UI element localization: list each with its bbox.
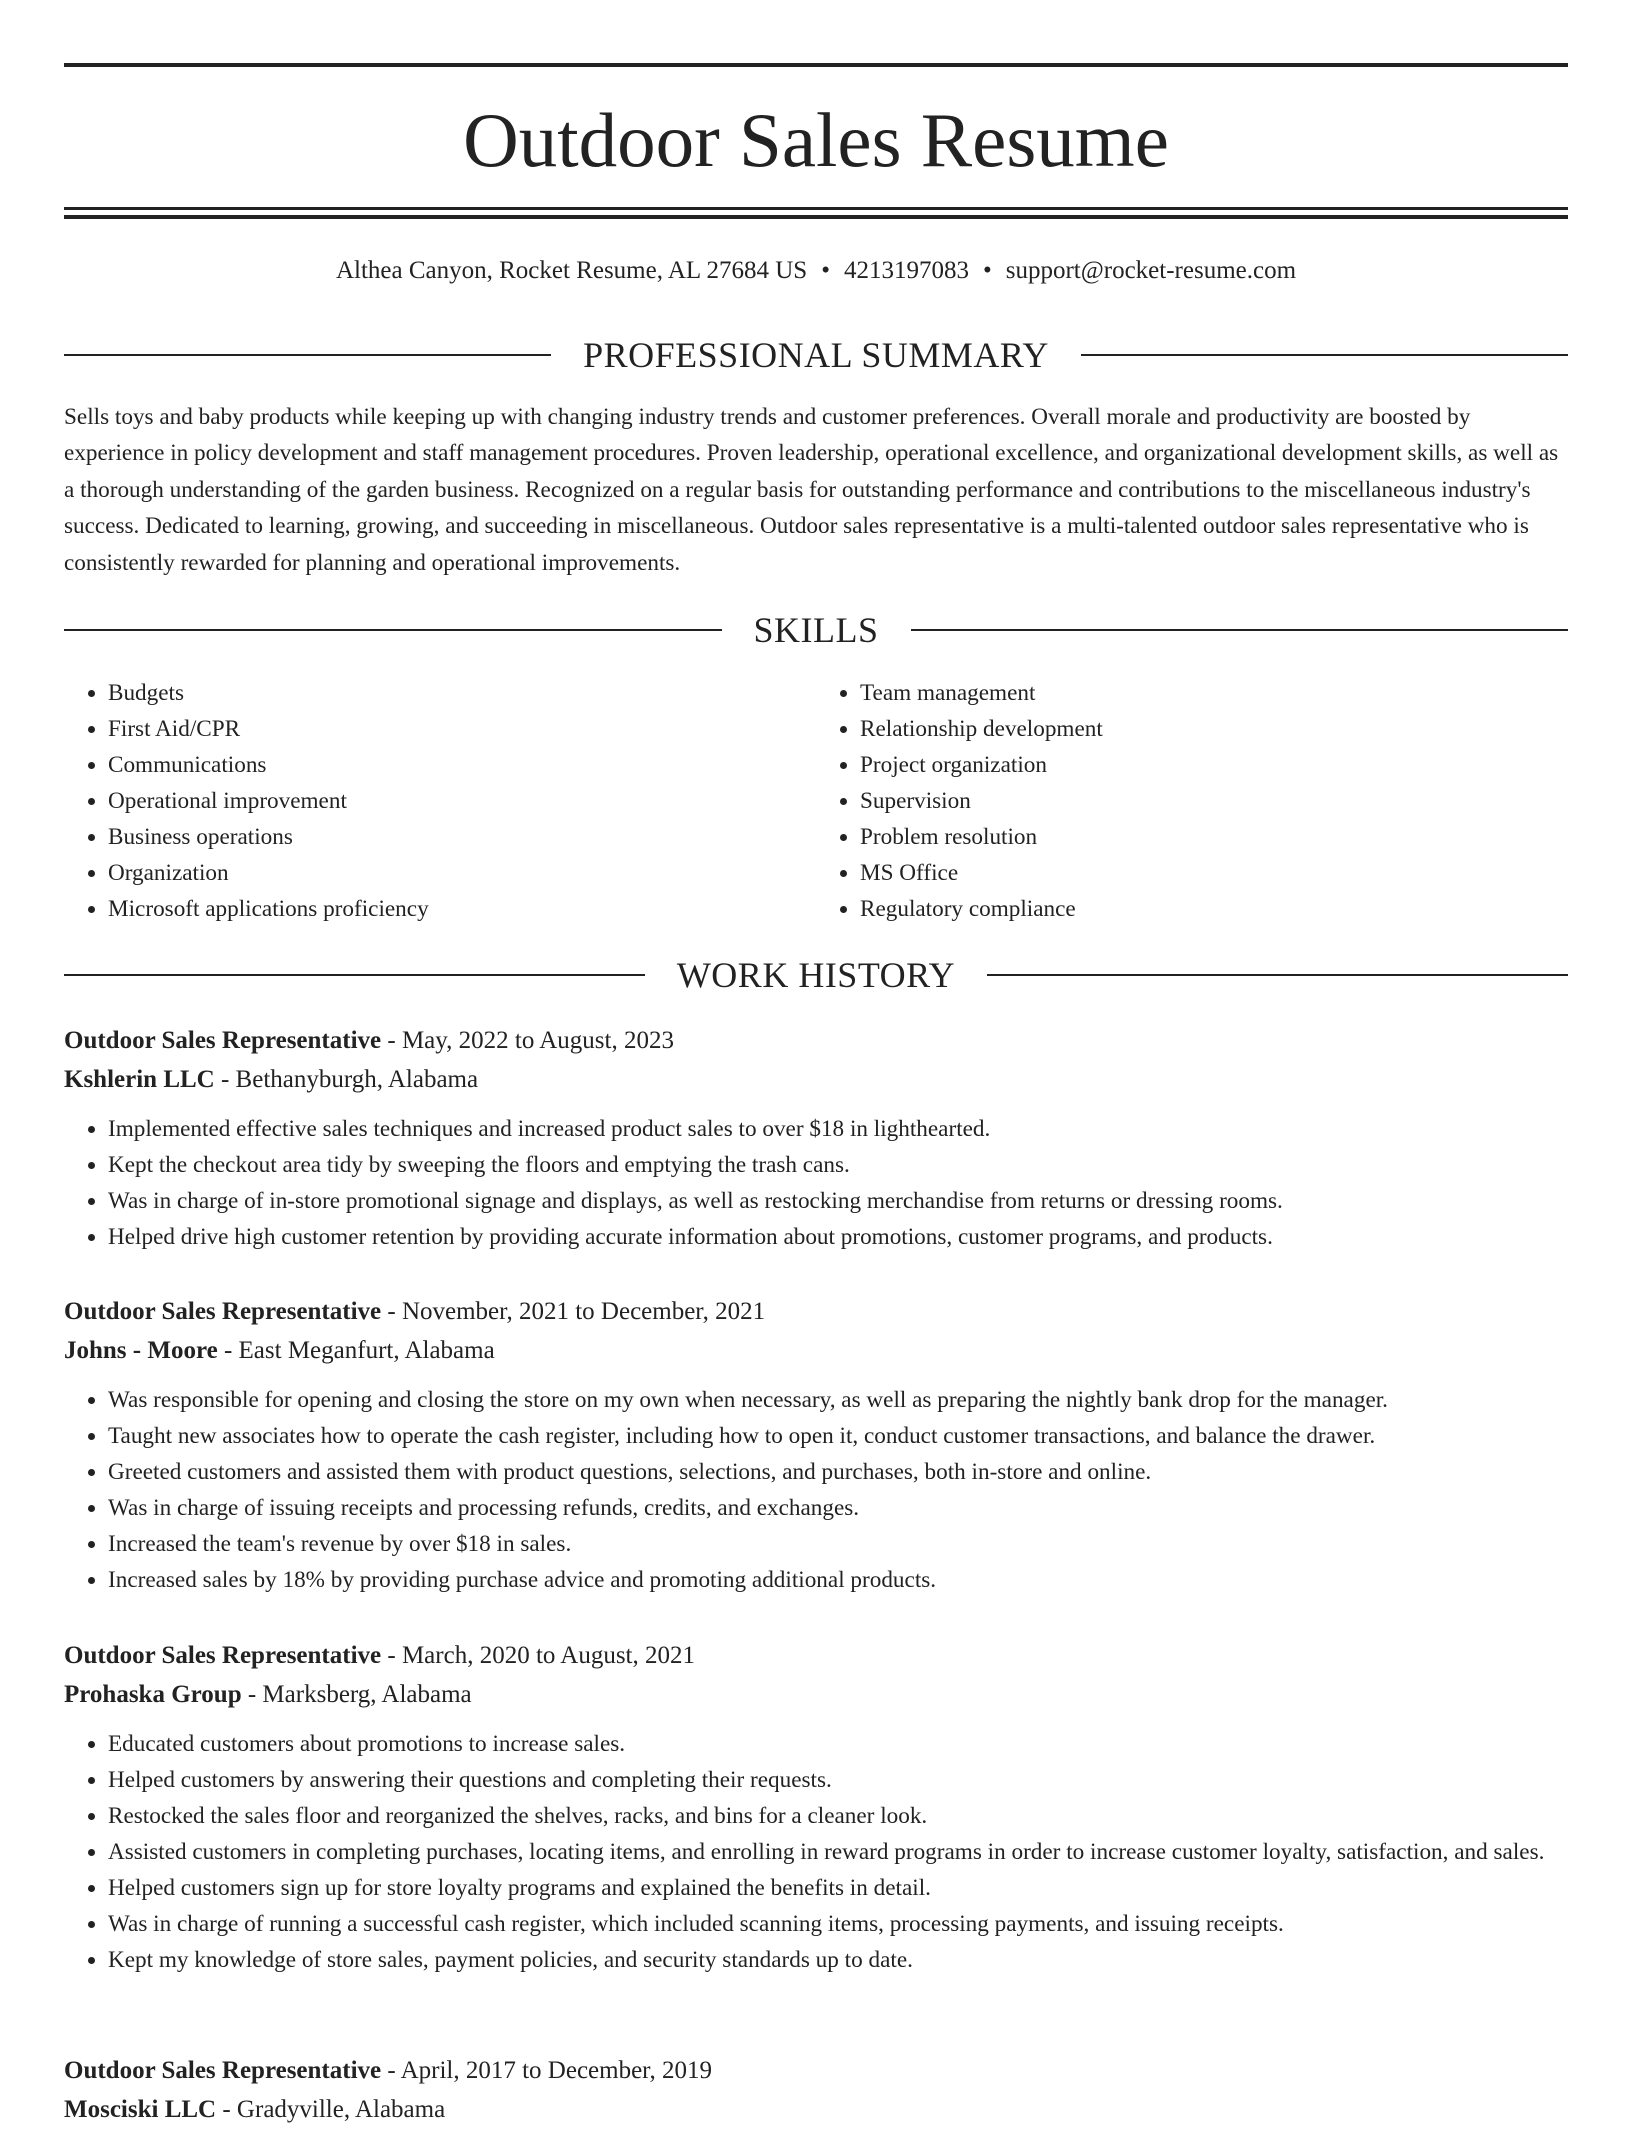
heading-rule-right xyxy=(1081,354,1568,356)
summary-text: Sells toys and baby products while keeping up with changing industry trends and customer preferences. Overall morale and productivity are boosted by experience in policy development and staff management procedures. Proven leadership, operational excellence, and organizational development skills, as well as a thorough understanding of the garden business. Recognized on a regular basis for outstanding performance and contributions to the miscellaneous industry's success. Dedicated to learning, growing, and succeeding in miscellaneous. Outdoor sales representative is a multi-talented outdoor sales representative who is consistently rewarded for planning and operational improvements. xyxy=(64,404,1559,576)
skill-item: • Business operations xyxy=(108,819,816,855)
job-bullet: • Taught new associates how to operate the cash register, including how to open it, conduct customer transactions, and balance the drawer. xyxy=(108,1418,1568,1454)
job-bullet: • Increased the team's revenue by over $18 in sales. xyxy=(108,1526,1568,1562)
job-company-line xyxy=(64,1331,1568,1370)
skills-column-left xyxy=(64,675,816,927)
job-dates: - May, 2022 to August, 2023 xyxy=(381,1027,674,1054)
contact-line xyxy=(64,254,1568,288)
skill-item: • Project organization xyxy=(860,747,1568,783)
skill-item: • Relationship development xyxy=(860,711,1568,747)
job-location: - Marksberg, Alabama xyxy=(241,1681,472,1708)
job-bullet: • Was in charge of issuing receipts and processing refunds, credits, and exchanges. xyxy=(108,1490,1568,1526)
job-location: - Bethanyburgh, Alabama xyxy=(214,1066,479,1093)
job-entry xyxy=(64,1021,1568,1255)
heading-rule-right xyxy=(911,629,1569,631)
contact-address: Althea Canyon, Rocket Resume, AL 27684 US xyxy=(335,257,808,284)
contact-email: support@rocket-resume.com xyxy=(1005,257,1297,284)
job-company: Kshlerin LLC xyxy=(64,1066,215,1093)
job-entry xyxy=(64,1292,1568,1598)
job-title: Outdoor Sales Representative xyxy=(64,1298,382,1325)
job-location: - East Meganfurt, Alabama xyxy=(217,1337,495,1364)
job-bullet: • Greeted customers and assisted them with product questions, selections, and purchases, both in-store and online. xyxy=(108,1454,1568,1490)
heading-rule-left xyxy=(64,974,645,976)
title-rule-thin xyxy=(64,207,1568,210)
job-company-line xyxy=(64,1060,1568,1099)
job-bullet: • Restocked the sales floor and reorganized the shelves, racks, and bins for a cleaner look. xyxy=(108,1798,1568,1834)
job-title-line xyxy=(64,1292,1568,1331)
skill-item: • Organization xyxy=(108,855,816,891)
skills-heading xyxy=(64,608,1568,652)
job-bullet: • Kept my knowledge of store sales, payment policies, and security standards up to date. xyxy=(108,1942,1568,1978)
job-bullet: • Helped customers sign up for store loyalty programs and explained the benefits in detail. xyxy=(108,1870,1568,1906)
job-bullet: • Assisted customers in completing purchases, locating items, and enrolling in reward programs in order to increase customer loyalty, satisfaction, and sales. xyxy=(108,1834,1568,1870)
job-bullets xyxy=(64,1382,1568,1598)
job-bullet: • Kept the checkout area tidy by sweeping the floors and emptying the trash cans. xyxy=(108,1147,1568,1183)
job-entry xyxy=(64,2051,1568,2129)
job-title-line xyxy=(64,2051,1568,2090)
job-company-line xyxy=(64,1675,1568,1714)
job-bullet: • Helped drive high customer retention by providing accurate information about promotions, customer programs, and products. xyxy=(108,1219,1568,1255)
skills-column-right xyxy=(816,675,1568,927)
job-bullet: • Implemented effective sales techniques and increased product sales to over $18 in lighthearted. xyxy=(108,1111,1568,1147)
heading-rule-right xyxy=(987,974,1568,976)
job-title: Outdoor Sales Representative xyxy=(64,2057,382,2084)
contact-phone: 4213197083 xyxy=(843,257,969,284)
job-bullet: • Educated customers about promotions to increase sales. xyxy=(108,1726,1568,1762)
summary-heading-label: PROFESSIONAL SUMMARY xyxy=(583,335,1049,375)
skill-item: • Communications xyxy=(108,747,816,783)
job-bullet: • Was responsible for opening and closing the store on my own when necessary, as well as preparing the nightly bank drop for the manager. xyxy=(108,1382,1568,1418)
heading-rule-left xyxy=(64,629,722,631)
job-bullets xyxy=(64,1111,1568,1255)
skill-item: • Microsoft applications proficiency xyxy=(108,891,816,927)
job-bullet: • Was in charge of in-store promotional signage and displays, as well as restocking merchandise from returns or dressing rooms. xyxy=(108,1183,1568,1219)
job-dates: - March, 2020 to August, 2021 xyxy=(381,1642,695,1669)
skill-item: • Problem resolution xyxy=(860,819,1568,855)
skill-item: • Supervision xyxy=(860,783,1568,819)
job-company: Mosciski LLC xyxy=(64,2096,217,2123)
skills-heading-label: SKILLS xyxy=(753,610,879,650)
contact-separator: • xyxy=(982,257,992,284)
skills-list xyxy=(64,675,1568,927)
job-bullet: • Increased sales by 18% by providing purchase advice and promoting additional products. xyxy=(108,1562,1568,1598)
job-entry xyxy=(64,1636,1568,1978)
contact-separator: • xyxy=(821,257,830,284)
skill-item: • Regulatory compliance xyxy=(860,891,1568,927)
job-title-line xyxy=(64,1021,1568,1060)
skill-item: • MS Office xyxy=(860,855,1568,891)
job-company: Johns - Moore xyxy=(64,1337,218,1364)
job-bullet: • Was in charge of running a successful cash register, which included scanning items, processing payments, and issuing receipts. xyxy=(108,1906,1568,1942)
skill-item: • Team management xyxy=(860,675,1568,711)
job-title-line xyxy=(64,1636,1568,1675)
job-title: Outdoor Sales Representative xyxy=(64,1642,382,1669)
title-rule-thick xyxy=(64,215,1568,219)
job-dates: - November, 2021 to December, 2021 xyxy=(381,1298,766,1325)
job-location: - Gradyville, Alabama xyxy=(216,2096,446,2123)
skill-item: • First Aid/CPR xyxy=(108,711,816,747)
job-bullets xyxy=(64,1726,1568,1978)
skill-item: • Budgets xyxy=(108,675,816,711)
job-title: Outdoor Sales Representative xyxy=(64,1027,382,1054)
job-company-line xyxy=(64,2090,1568,2129)
work-history-heading xyxy=(64,953,1568,997)
resume-title: Outdoor Sales Resume xyxy=(463,97,1169,183)
job-company: Prohaska Group xyxy=(64,1681,242,1708)
heading-rule-left xyxy=(64,354,551,356)
skill-item: • Operational improvement xyxy=(108,783,816,819)
job-dates: - April, 2017 to December, 2019 xyxy=(381,2057,712,2084)
summary-heading xyxy=(64,333,1568,377)
top-rule xyxy=(64,63,1568,67)
job-bullet: • Helped customers by answering their questions and completing their requests. xyxy=(108,1762,1568,1798)
work-history-heading-label: WORK HISTORY xyxy=(676,955,956,995)
